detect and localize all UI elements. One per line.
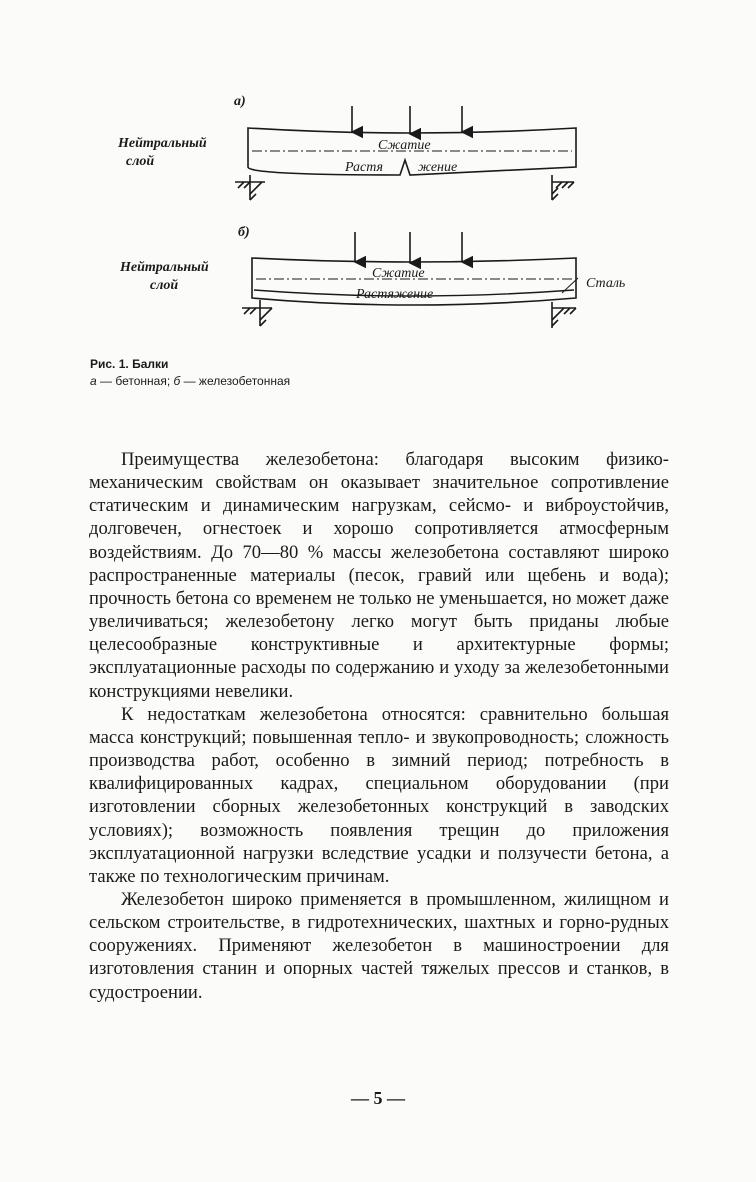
caption-legend (90, 373, 290, 390)
beams-diagram (100, 90, 660, 360)
beams-figure (100, 90, 660, 360)
compression-a-label: Сжатие (378, 138, 431, 153)
support-right-b (552, 302, 576, 328)
paragraph-disadvantages: К недостаткам железобетона относятся: сравнительно большая масса конструкций; повышенная тепло- и звукопроводность; сложность производства работ, особенно в зимний период; потребность в квалифицированных кадрах, специальном оборудовании (при изготовлении сборных железобетонных конструкций в заводских условиях); возможность появления трещин до приложения эксплуатационной нагрузки вследствие усадки и ползучести бетона, а также по технологическим причинам. (89, 703, 669, 887)
neutral-layer-a-line2: слой (126, 154, 155, 169)
tension-a-left-label: Растя (345, 160, 384, 175)
compression-b-label: Сжатие (372, 266, 425, 281)
page-number: — 5 — (351, 1088, 405, 1108)
label-a: а) (234, 94, 246, 109)
figure-caption (90, 356, 290, 390)
neutral-layer-a-line1: Нейтральный (118, 136, 207, 151)
neutral-layer-b-line2: слой (150, 278, 179, 293)
paragraph-advantages: Преимущества железобетона: благодаря высоким физико-механическим свойствам он оказывает значительное сопротивление статическим и динамическим нагрузкам, сейсмо- и виброустойчив, долговечен, огнестоек и хорошо сопротивляется атмосферным воздействиям. До 70—80 % массы железобетона составляют широко распространенные материалы (песок, гравий или щебень и вода); прочность бетона со временем не только не уменьшается, но может даже увеличиваться; железобетону легко могут быть приданы любые целесообразные конструктивные и архитектурные формы; эксплуатационные расходы по содержанию и уходу за железобетонными конструкциями невелики. (89, 449, 669, 702)
caption-a-text: — бетонная; (96, 374, 174, 388)
support-left-a (235, 175, 265, 200)
tension-b-label: Растяжение (356, 287, 434, 302)
label-b: б) (238, 225, 250, 240)
paragraph-applications: Железобетон широко применяется в промышленном, жилищном и сельском строительстве, в гидротехнических, шахтных и горно-рудных сооружениях. Применяют железобетон в машиностроении для изготовления станин и опорных частей тяжелых прессов и станков, в судостроении. (89, 888, 669, 1003)
support-left-b (242, 300, 272, 326)
caption-a-key: а (90, 374, 97, 388)
tension-a-right-label: жение (418, 160, 458, 175)
caption-b-key: б (173, 374, 181, 388)
steel-label: Сталь (586, 276, 626, 291)
caption-b-text: — железобетонная (180, 374, 291, 388)
neutral-layer-b-line1: Нейтральный (120, 260, 209, 275)
caption-title: Рис. 1. Балки (90, 357, 169, 371)
body-text (89, 448, 669, 1004)
support-right-a (552, 175, 574, 200)
